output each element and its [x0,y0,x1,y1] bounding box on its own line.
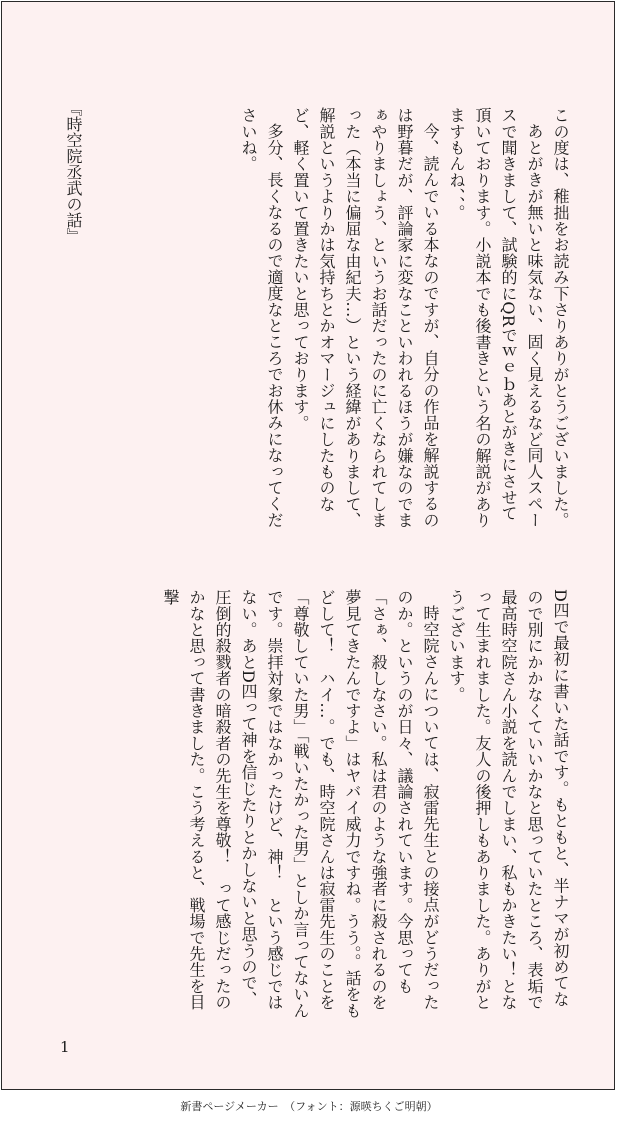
paragraph: あとがきが無いと味気ない、固く見えるなど同人スペースで聞きまして、試験的にQRでｗｅｂあとがきにさせて頂いております。小説本でも後書きという名の解説がありますもんね、、。 [447,107,544,529]
lower-text-block [59,589,573,1019]
paragraph: 多分、長くなるので適度なところでお休みになってくださいね。 [239,107,284,528]
paragraph: 時空院さんについては、寂雷先生との接点がどうだったのか。というのが日々、議論されています。今思っても「さぁ、殺しなさい。私は君のような強者に殺されるのを夢見てきたんですよ」はヤバイ威力ですね。うう。。話をもどして！ ハイ…。でも、時空院さんは寂雷先生のことを「尊敬していた男」「戦いたかった男」としか言ってないんです。崇拝対象ではなかったけど、神！ という感じではない。あとD四って神を信じたりとかしないと思うので、圧倒的殺戮者の暗殺者の先生を尊敬！ って感じだったのかなと思って書きました。こう考えると、戦場で先生を目撃 [161,589,440,1019]
paragraph: この度は、稚拙をお読み下さりありがとうございました。 [551,107,570,529]
book-page [1,1,615,1090]
paragraph: 今、読んでいる本なのですが、自分の作品を解説するのは野暮だが、評論家に変なこといわれるほうが嫌なのでまぁやりましょう、というお話だったのに亡くなられてしまった（本当に偏屈な由紀夫…）という経緯がありまして、解説というよりかは気持ちとかオマージュにしたものなど、軽く置いて置きたいと思っております。 [291,107,440,529]
story-title: 『時空院丞武の話』 [64,100,83,244]
paragraph-continuation: D四で最初に書いた話です。もともと、半ナマが初めてなので別にかかなくていいかなと思っていたところ、表垢で最高時空院さん小説を読んでしまい、私もかきたい！となって生まれました。友人の後押しもありました。ありがとうございます。 [447,589,570,1011]
footer-credit: 新書ページメーカー （フォント：源暎ちくご明朝） [180,1100,438,1113]
page-number: 1 [60,1038,70,1056]
upper-text-block [83,107,573,537]
